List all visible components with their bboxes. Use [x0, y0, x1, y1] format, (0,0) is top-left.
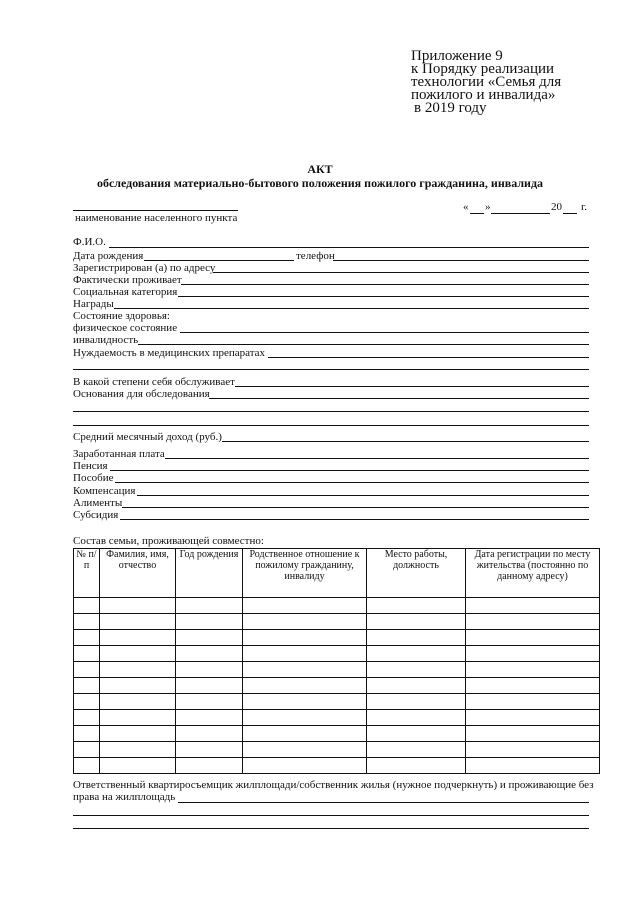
disability-label: инвалидность	[73, 334, 139, 346]
table-cell[interactable]	[243, 678, 367, 694]
table-row[interactable]	[74, 710, 600, 726]
table-cell[interactable]	[466, 678, 600, 694]
footer-line-1: Ответственный квартиросъемщик жилплощади/собственник жилья (нужное подчеркнуть) и проживающие без	[73, 779, 594, 791]
table-cell[interactable]	[176, 646, 243, 662]
table-row[interactable]	[74, 726, 600, 742]
table-cell[interactable]	[100, 726, 176, 742]
subsidy-label: Субсидия	[73, 509, 119, 521]
grounds-field[interactable]	[209, 398, 589, 399]
actual-residence-label: Фактически проживает	[73, 274, 182, 286]
year-field[interactable]	[563, 213, 577, 214]
table-cell[interactable]	[367, 614, 466, 630]
medication-need-label: Нуждаемость в медицинских препаратах	[73, 347, 266, 359]
table-cell[interactable]	[100, 646, 176, 662]
table-cell[interactable]	[100, 678, 176, 694]
table-cell[interactable]	[74, 646, 100, 662]
table-cell[interactable]	[74, 598, 100, 614]
phone-label: телефон	[296, 250, 335, 262]
medication-need-field-extra[interactable]	[73, 369, 589, 370]
fio-label: Ф.И.О.	[73, 236, 106, 248]
table-cell[interactable]	[243, 614, 367, 630]
grounds-field-extra[interactable]	[73, 411, 589, 412]
table-cell[interactable]	[74, 742, 100, 758]
table-cell[interactable]	[176, 758, 243, 774]
document-subtitle: обследования материально-бытового положения пожилого гражданина, инвалида	[96, 176, 544, 190]
table-row[interactable]	[74, 630, 600, 646]
table-cell[interactable]	[74, 678, 100, 694]
registered-field[interactable]	[213, 272, 589, 273]
table-cell[interactable]	[243, 694, 367, 710]
table-cell[interactable]	[74, 726, 100, 742]
table-cell[interactable]	[100, 598, 176, 614]
registered-label: Зарегистрирован (а) по адресу	[73, 262, 216, 274]
appendix-line: пожилого и инвалида»	[411, 87, 556, 103]
table-cell[interactable]	[243, 598, 367, 614]
appendix-line: к Порядку реализации	[411, 61, 555, 77]
birth-date-label: Дата рождения	[73, 250, 144, 262]
residents-field[interactable]	[178, 802, 589, 803]
table-cell[interactable]	[243, 742, 367, 758]
table-cell[interactable]	[367, 646, 466, 662]
table-cell[interactable]	[176, 630, 243, 646]
physical-condition-label: физическое состояние	[73, 322, 178, 334]
medication-need-field[interactable]	[268, 357, 589, 358]
table-cell[interactable]	[74, 694, 100, 710]
fio-field[interactable]	[109, 247, 589, 248]
table-cell[interactable]	[367, 678, 466, 694]
table-cell[interactable]	[367, 598, 466, 614]
table-cell[interactable]	[367, 758, 466, 774]
appendix-line: в 2019 году	[414, 100, 487, 116]
table-cell[interactable]	[176, 742, 243, 758]
avg-income-label: Средний месячный доход (руб.)	[73, 431, 222, 443]
social-category-label: Социальная категория	[73, 286, 178, 298]
family-table	[73, 548, 600, 774]
table-cell[interactable]	[176, 710, 243, 726]
awards-label: Награды	[73, 298, 114, 310]
column-header-number: № п/п	[74, 549, 100, 598]
appendix-line: технологии «Семья для	[411, 74, 562, 90]
table-cell[interactable]	[176, 726, 243, 742]
table-cell[interactable]	[74, 614, 100, 630]
table-row[interactable]	[74, 646, 600, 662]
footer-line-2: права на жилплощадь	[73, 791, 176, 803]
grounds-field-extra[interactable]	[73, 425, 589, 426]
compensation-field[interactable]	[137, 495, 589, 496]
health-status-label: Состояние здоровья:	[73, 310, 170, 322]
table-cell[interactable]	[243, 662, 367, 678]
compensation-label: Компенсация	[73, 485, 136, 497]
table-cell[interactable]	[243, 710, 367, 726]
actual-residence-field[interactable]	[181, 284, 589, 285]
column-header-birth-year: Год рождения	[176, 549, 243, 598]
date-close-quote: »	[485, 201, 491, 213]
table-cell[interactable]	[466, 614, 600, 630]
self-care-field[interactable]	[235, 386, 589, 387]
family-table-header	[74, 549, 600, 598]
self-care-label: В какой степени себя обслуживает	[73, 376, 235, 388]
table-cell[interactable]	[100, 614, 176, 630]
table-cell[interactable]	[243, 646, 367, 662]
allowance-field[interactable]	[115, 482, 589, 483]
table-row[interactable]	[74, 758, 600, 774]
table-cell[interactable]	[176, 598, 243, 614]
table-cell[interactable]	[100, 758, 176, 774]
table-cell[interactable]	[466, 726, 600, 742]
table-row[interactable]	[74, 678, 600, 694]
subsidy-field[interactable]	[120, 519, 589, 520]
table-cell[interactable]	[367, 710, 466, 726]
table-cell[interactable]	[176, 614, 243, 630]
column-header-name: Фамилия, имя, отчество	[100, 549, 176, 598]
table-cell[interactable]	[367, 694, 466, 710]
birth-date-field[interactable]	[144, 260, 294, 261]
document-title: АКТ	[307, 162, 333, 176]
pension-field[interactable]	[110, 470, 589, 471]
table-cell[interactable]	[74, 662, 100, 678]
appendix-line: Приложение 9	[411, 48, 503, 64]
column-header-workplace: Место работы, должность	[367, 549, 466, 598]
table-cell[interactable]	[466, 758, 600, 774]
table-cell[interactable]	[367, 742, 466, 758]
date-open-quote: «	[463, 201, 469, 213]
awards-field[interactable]	[114, 308, 589, 309]
table-cell[interactable]	[100, 710, 176, 726]
table-row[interactable]	[74, 598, 600, 614]
table-cell[interactable]	[367, 662, 466, 678]
grounds-label: Основания для обследования	[73, 388, 210, 400]
day-field[interactable]	[470, 213, 484, 214]
table-cell[interactable]	[367, 630, 466, 646]
phone-field[interactable]	[333, 260, 589, 261]
table-cell[interactable]	[74, 630, 100, 646]
month-field[interactable]	[491, 213, 550, 214]
alimony-label: Алименты	[73, 497, 123, 509]
table-cell[interactable]	[466, 598, 600, 614]
table-cell[interactable]	[100, 742, 176, 758]
residents-field-extra[interactable]	[73, 828, 589, 829]
year-prefix: 20	[551, 201, 562, 213]
disability-field[interactable]	[138, 344, 589, 345]
table-cell[interactable]	[100, 694, 176, 710]
table-cell[interactable]	[100, 630, 176, 646]
table-cell[interactable]	[466, 710, 600, 726]
table-cell[interactable]	[74, 710, 100, 726]
table-cell[interactable]	[367, 726, 466, 742]
locality-field[interactable]	[73, 210, 238, 211]
allowance-label: Пособие	[73, 472, 114, 484]
table-cell[interactable]	[176, 662, 243, 678]
locality-caption: наименование населенного пункта	[75, 212, 238, 224]
table-row[interactable]	[74, 694, 600, 710]
appendix-note	[411, 50, 561, 115]
column-header-relation: Родственное отношение к пожилому гражданину, инвалиду	[243, 549, 367, 598]
table-cell[interactable]	[466, 646, 600, 662]
table-row[interactable]	[74, 662, 600, 678]
table-cell[interactable]	[466, 742, 600, 758]
salary-field[interactable]	[165, 458, 589, 459]
physical-condition-field[interactable]	[180, 332, 589, 333]
table-cell[interactable]	[176, 678, 243, 694]
table-cell[interactable]	[74, 758, 100, 774]
table-cell[interactable]	[100, 662, 176, 678]
table-row[interactable]	[74, 742, 600, 758]
family-caption: Состав семьи, проживающей совместно:	[73, 535, 264, 547]
table-cell[interactable]	[243, 726, 367, 742]
table-cell[interactable]	[176, 694, 243, 710]
table-row[interactable]	[74, 614, 600, 630]
social-category-field[interactable]	[178, 296, 589, 297]
residents-field-extra[interactable]	[73, 815, 589, 816]
table-cell[interactable]	[243, 630, 367, 646]
alimony-field[interactable]	[122, 507, 589, 508]
pension-label: Пенсия	[73, 460, 108, 472]
table-cell[interactable]	[243, 758, 367, 774]
table-cell[interactable]	[466, 694, 600, 710]
avg-income-field[interactable]	[222, 441, 589, 442]
salary-label: Заработанная плата	[73, 448, 165, 460]
table-cell[interactable]	[466, 662, 600, 678]
column-header-registration-date: Дата регистрации по месту жительства (постоянно по данному адресу)	[466, 549, 600, 598]
year-suffix: г.	[581, 201, 588, 213]
table-cell[interactable]	[466, 630, 600, 646]
